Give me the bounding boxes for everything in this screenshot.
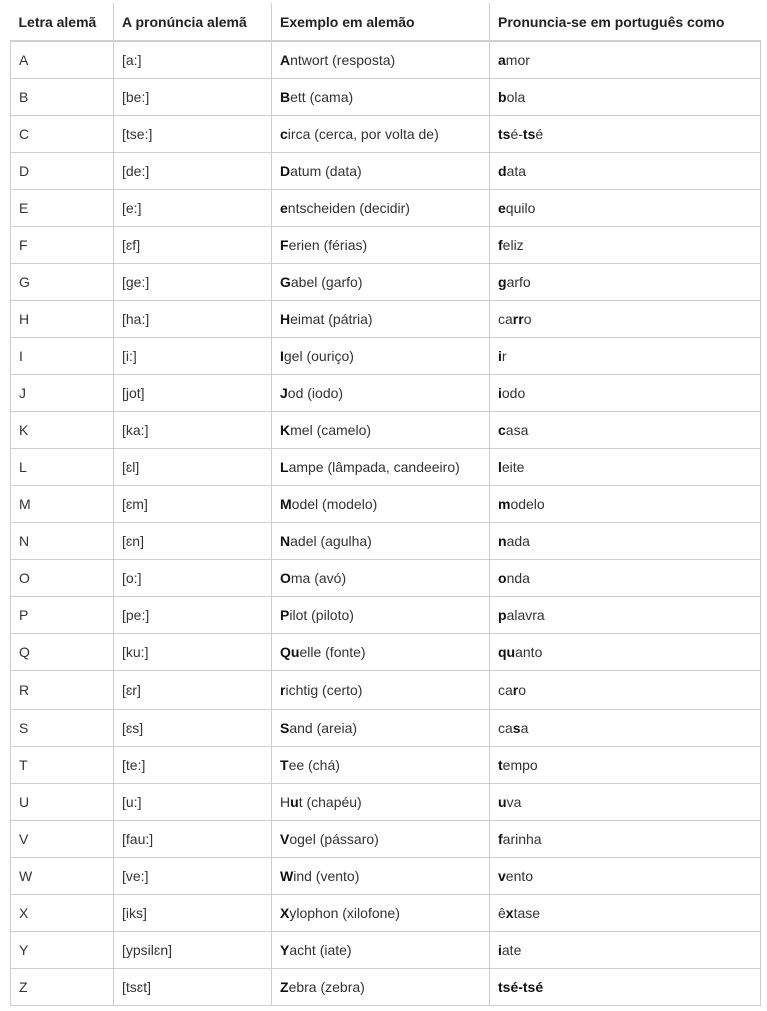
letter-cell: D bbox=[11, 153, 114, 190]
highlighted-sound: B bbox=[280, 89, 291, 105]
highlighted-sound: qu bbox=[498, 644, 516, 660]
letter-cell: V bbox=[11, 821, 114, 858]
highlighted-sound: H bbox=[280, 311, 291, 327]
table-row bbox=[11, 560, 761, 597]
text-segment: empo bbox=[502, 757, 538, 773]
pronunciation-cell: [pe:] bbox=[114, 597, 272, 634]
text-segment: irca (cerca, por volta de) bbox=[287, 126, 439, 142]
example-cell bbox=[272, 634, 490, 671]
letter-cell: Y bbox=[11, 932, 114, 969]
portuguese-cell bbox=[490, 375, 761, 412]
table-row bbox=[11, 710, 761, 747]
text-segment: abel (garfo) bbox=[290, 274, 363, 290]
letter-cell: G bbox=[11, 264, 114, 301]
highlighted-sound: u bbox=[290, 794, 299, 810]
pronunciation-cell: [jot] bbox=[114, 375, 272, 412]
table-row bbox=[11, 264, 761, 301]
portuguese-cell bbox=[490, 412, 761, 449]
highlighted-sound: ts bbox=[522, 126, 536, 142]
highlighted-sound: W bbox=[280, 868, 294, 884]
table-row bbox=[11, 932, 761, 969]
highlighted-sound: L bbox=[280, 459, 289, 475]
table-row bbox=[11, 116, 761, 153]
highlighted-sound: ts bbox=[498, 126, 511, 142]
table-row bbox=[11, 747, 761, 784]
text-segment: ca bbox=[498, 720, 513, 736]
highlighted-sound: a bbox=[498, 52, 506, 68]
example-cell bbox=[272, 486, 490, 523]
pronunciation-cell: [de:] bbox=[114, 153, 272, 190]
portuguese-cell bbox=[490, 486, 761, 523]
text-segment: ind (vento) bbox=[293, 868, 360, 884]
pronunciation-cell: [ypsilɛn] bbox=[114, 932, 272, 969]
letter-cell: P bbox=[11, 597, 114, 634]
portuguese-cell bbox=[490, 523, 761, 560]
example-cell bbox=[272, 858, 490, 895]
text-segment: ntscheiden (decidir) bbox=[287, 200, 410, 216]
text-segment: ê bbox=[498, 905, 506, 921]
example-cell bbox=[272, 821, 490, 858]
example-cell bbox=[272, 747, 490, 784]
text-segment: mor bbox=[505, 52, 530, 68]
highlighted-sound: V bbox=[280, 831, 290, 847]
table-row bbox=[11, 969, 761, 1006]
example-cell bbox=[272, 969, 490, 1006]
highlighted-sound: D bbox=[280, 163, 291, 179]
example-cell bbox=[272, 784, 490, 821]
portuguese-cell bbox=[490, 338, 761, 375]
highlighted-sound: tsé-tsé bbox=[498, 979, 544, 995]
highlighted-sound: S bbox=[280, 720, 290, 736]
table-row bbox=[11, 190, 761, 227]
letter-cell: Q bbox=[11, 634, 114, 671]
letter-cell: M bbox=[11, 486, 114, 523]
text-segment: eimat (pátria) bbox=[290, 311, 373, 327]
highlighted-sound: r bbox=[512, 682, 519, 698]
portuguese-cell bbox=[490, 895, 761, 932]
example-cell bbox=[272, 116, 490, 153]
text-segment: ate bbox=[501, 942, 522, 958]
text-segment: H bbox=[280, 794, 291, 810]
highlighted-sound: M bbox=[280, 496, 292, 512]
example-cell bbox=[272, 190, 490, 227]
portuguese-cell bbox=[490, 41, 761, 79]
table-row bbox=[11, 634, 761, 671]
table-row bbox=[11, 821, 761, 858]
highlighted-sound: P bbox=[280, 607, 290, 623]
text-segment: ada bbox=[506, 533, 530, 549]
highlighted-sound: u bbox=[498, 794, 507, 810]
pronunciation-cell: [a:] bbox=[114, 41, 272, 79]
text-segment: o bbox=[518, 682, 527, 698]
text-segment: t (chapéu) bbox=[298, 794, 362, 810]
highlighted-sound: i bbox=[498, 942, 502, 958]
portuguese-cell bbox=[490, 821, 761, 858]
highlighted-sound: N bbox=[280, 533, 291, 549]
highlighted-sound: T bbox=[280, 757, 289, 773]
portuguese-cell bbox=[490, 784, 761, 821]
highlighted-sound: s bbox=[512, 720, 521, 736]
pronunciation-cell: [ka:] bbox=[114, 412, 272, 449]
header-letter: Letra alemã bbox=[11, 3, 114, 41]
letter-cell: C bbox=[11, 116, 114, 153]
highlighted-sound: l bbox=[498, 459, 502, 475]
example-cell bbox=[272, 597, 490, 634]
pronunciation-cell: [ge:] bbox=[114, 264, 272, 301]
highlighted-sound: n bbox=[498, 533, 507, 549]
highlighted-sound: Qu bbox=[280, 644, 300, 660]
text-segment: alavra bbox=[506, 607, 545, 623]
text-segment: r bbox=[501, 348, 507, 364]
example-cell bbox=[272, 79, 490, 116]
letter-cell: A bbox=[11, 41, 114, 79]
text-segment: ca bbox=[498, 311, 513, 327]
text-segment: mel (camelo) bbox=[290, 422, 372, 438]
example-cell bbox=[272, 301, 490, 338]
pronunciation-cell: [i:] bbox=[114, 338, 272, 375]
portuguese-cell bbox=[490, 932, 761, 969]
letter-cell: E bbox=[11, 190, 114, 227]
highlighted-sound: f bbox=[498, 237, 503, 253]
portuguese-cell bbox=[490, 747, 761, 784]
letter-cell: J bbox=[11, 375, 114, 412]
text-segment: tase bbox=[513, 905, 541, 921]
text-segment: ma (avó) bbox=[290, 570, 347, 586]
text-segment: ett (cama) bbox=[290, 89, 354, 105]
highlighted-sound: e bbox=[498, 200, 506, 216]
text-segment: and (areia) bbox=[289, 720, 358, 736]
header-pronunciation: A pronúncia alemã bbox=[114, 3, 272, 41]
example-cell bbox=[272, 449, 490, 486]
text-segment: ylophon (xilofone) bbox=[289, 905, 400, 921]
table-row bbox=[11, 227, 761, 264]
table-row bbox=[11, 412, 761, 449]
highlighted-sound: g bbox=[498, 274, 507, 290]
text-segment: ampe (lâmpada, candeeiro) bbox=[288, 459, 460, 475]
example-cell bbox=[272, 895, 490, 932]
text-segment: ento bbox=[505, 868, 534, 884]
highlighted-sound: m bbox=[498, 496, 511, 512]
highlighted-sound: r bbox=[280, 682, 286, 698]
highlighted-sound: b bbox=[498, 89, 507, 105]
table-row bbox=[11, 338, 761, 375]
letter-cell: L bbox=[11, 449, 114, 486]
highlighted-sound: i bbox=[498, 348, 502, 364]
text-segment: ilot (piloto) bbox=[289, 607, 354, 623]
highlighted-sound: rr bbox=[512, 311, 524, 327]
letter-cell: K bbox=[11, 412, 114, 449]
table-row bbox=[11, 671, 761, 710]
portuguese-cell bbox=[490, 227, 761, 264]
text-segment: é- bbox=[510, 126, 523, 142]
letter-cell: U bbox=[11, 784, 114, 821]
example-cell bbox=[272, 227, 490, 264]
table-header-row bbox=[11, 3, 761, 41]
portuguese-cell bbox=[490, 710, 761, 747]
pronunciation-cell: [ɛl] bbox=[114, 449, 272, 486]
pronunciation-cell: [e:] bbox=[114, 190, 272, 227]
text-segment: eliz bbox=[502, 237, 524, 253]
pronunciation-cell: [ve:] bbox=[114, 858, 272, 895]
highlighted-sound: G bbox=[280, 274, 291, 290]
highlighted-sound: O bbox=[280, 570, 291, 586]
text-segment: va bbox=[506, 794, 522, 810]
highlighted-sound: A bbox=[280, 52, 291, 68]
highlighted-sound: c bbox=[498, 422, 506, 438]
text-segment: eite bbox=[501, 459, 525, 475]
text-segment: od (iodo) bbox=[287, 385, 344, 401]
text-segment: odelo bbox=[510, 496, 545, 512]
table-row bbox=[11, 153, 761, 190]
letter-cell: H bbox=[11, 301, 114, 338]
text-segment: ichtig (certo) bbox=[285, 682, 363, 698]
example-cell bbox=[272, 375, 490, 412]
table-row bbox=[11, 375, 761, 412]
pronunciation-cell: [ɛn] bbox=[114, 523, 272, 560]
highlighted-sound: p bbox=[498, 607, 507, 623]
table-row bbox=[11, 858, 761, 895]
example-cell bbox=[272, 710, 490, 747]
highlighted-sound: J bbox=[280, 385, 288, 401]
letter-cell: N bbox=[11, 523, 114, 560]
pronunciation-cell: [o:] bbox=[114, 560, 272, 597]
letter-cell: F bbox=[11, 227, 114, 264]
letter-cell: I bbox=[11, 338, 114, 375]
text-segment: ogel (pássaro) bbox=[289, 831, 379, 847]
letter-cell: R bbox=[11, 671, 114, 710]
letter-cell: W bbox=[11, 858, 114, 895]
text-segment: ca bbox=[498, 682, 513, 698]
text-segment: arfo bbox=[506, 274, 531, 290]
example-cell bbox=[272, 671, 490, 710]
highlighted-sound: F bbox=[280, 237, 289, 253]
example-cell bbox=[272, 560, 490, 597]
pronunciation-cell: [ɛf] bbox=[114, 227, 272, 264]
table-row bbox=[11, 597, 761, 634]
pronunciation-cell: [ha:] bbox=[114, 301, 272, 338]
text-segment: quilo bbox=[505, 200, 536, 216]
example-cell bbox=[272, 41, 490, 79]
pronunciation-cell: [u:] bbox=[114, 784, 272, 821]
letter-cell: Z bbox=[11, 969, 114, 1006]
letter-cell: B bbox=[11, 79, 114, 116]
highlighted-sound: t bbox=[498, 757, 503, 773]
table-row bbox=[11, 301, 761, 338]
text-segment: ebra (zebra) bbox=[288, 979, 365, 995]
text-segment: odo bbox=[501, 385, 526, 401]
pronunciation-cell: [iks] bbox=[114, 895, 272, 932]
pronunciation-cell: [tsɛt] bbox=[114, 969, 272, 1006]
text-segment: acht (iate) bbox=[289, 942, 352, 958]
table-row bbox=[11, 41, 761, 79]
pronunciation-cell: [be:] bbox=[114, 79, 272, 116]
text-segment: ola bbox=[506, 89, 526, 105]
text-segment: ata bbox=[506, 163, 527, 179]
header-example: Exemplo em alemão bbox=[272, 3, 490, 41]
table-row bbox=[11, 523, 761, 560]
portuguese-cell bbox=[490, 190, 761, 227]
letter-cell: O bbox=[11, 560, 114, 597]
table-row bbox=[11, 895, 761, 932]
pronunciation-cell: [ɛs] bbox=[114, 710, 272, 747]
text-segment: ntwort (resposta) bbox=[290, 52, 396, 68]
text-segment: atum (data) bbox=[290, 163, 362, 179]
text-segment: elle (fonte) bbox=[299, 644, 366, 660]
pronunciation-cell: [fau:] bbox=[114, 821, 272, 858]
text-segment: odel (modelo) bbox=[291, 496, 378, 512]
table-row bbox=[11, 486, 761, 523]
example-cell bbox=[272, 153, 490, 190]
text-segment: o bbox=[523, 311, 532, 327]
text-segment: ee (chá) bbox=[288, 757, 340, 773]
example-cell bbox=[272, 412, 490, 449]
portuguese-cell bbox=[490, 264, 761, 301]
highlighted-sound: I bbox=[280, 348, 284, 364]
example-cell bbox=[272, 932, 490, 969]
pronunciation-cell: [ɛm] bbox=[114, 486, 272, 523]
portuguese-cell bbox=[490, 858, 761, 895]
text-segment: a bbox=[520, 720, 529, 736]
letter-cell: S bbox=[11, 710, 114, 747]
table-row bbox=[11, 784, 761, 821]
portuguese-cell bbox=[490, 969, 761, 1006]
highlighted-sound: f bbox=[498, 831, 503, 847]
header-portuguese: Pronuncia-se em português como bbox=[490, 3, 761, 41]
portuguese-cell bbox=[490, 634, 761, 671]
text-segment: arinha bbox=[502, 831, 542, 847]
text-segment: erien (férias) bbox=[288, 237, 368, 253]
text-segment: asa bbox=[505, 422, 529, 438]
portuguese-cell bbox=[490, 449, 761, 486]
portuguese-cell bbox=[490, 560, 761, 597]
highlighted-sound: d bbox=[498, 163, 507, 179]
text-segment: nda bbox=[506, 570, 530, 586]
portuguese-cell bbox=[490, 597, 761, 634]
highlighted-sound: c bbox=[280, 126, 288, 142]
text-segment: é bbox=[535, 126, 544, 142]
pronunciation-cell: [ku:] bbox=[114, 634, 272, 671]
highlighted-sound: o bbox=[498, 570, 507, 586]
portuguese-cell bbox=[490, 116, 761, 153]
highlighted-sound: i bbox=[498, 385, 502, 401]
pronunciation-cell: [te:] bbox=[114, 747, 272, 784]
highlighted-sound: x bbox=[505, 905, 514, 921]
highlighted-sound: e bbox=[280, 200, 288, 216]
highlighted-sound: K bbox=[280, 422, 291, 438]
text-segment: adel (agulha) bbox=[290, 533, 372, 549]
highlighted-sound: v bbox=[498, 868, 506, 884]
highlighted-sound: Y bbox=[280, 942, 290, 958]
portuguese-cell bbox=[490, 153, 761, 190]
text-segment: gel (ouriço) bbox=[283, 348, 354, 364]
portuguese-cell bbox=[490, 79, 761, 116]
text-segment: anto bbox=[515, 644, 543, 660]
highlighted-sound: Z bbox=[280, 979, 289, 995]
alphabet-table bbox=[10, 3, 761, 1006]
pronunciation-cell: [ɛr] bbox=[114, 671, 272, 710]
example-cell bbox=[272, 523, 490, 560]
portuguese-cell bbox=[490, 671, 761, 710]
example-cell bbox=[272, 338, 490, 375]
letter-cell: X bbox=[11, 895, 114, 932]
pronunciation-cell: [tse:] bbox=[114, 116, 272, 153]
table-row bbox=[11, 449, 761, 486]
table-row bbox=[11, 79, 761, 116]
highlighted-sound: X bbox=[280, 905, 290, 921]
portuguese-cell bbox=[490, 301, 761, 338]
letter-cell: T bbox=[11, 747, 114, 784]
example-cell bbox=[272, 264, 490, 301]
